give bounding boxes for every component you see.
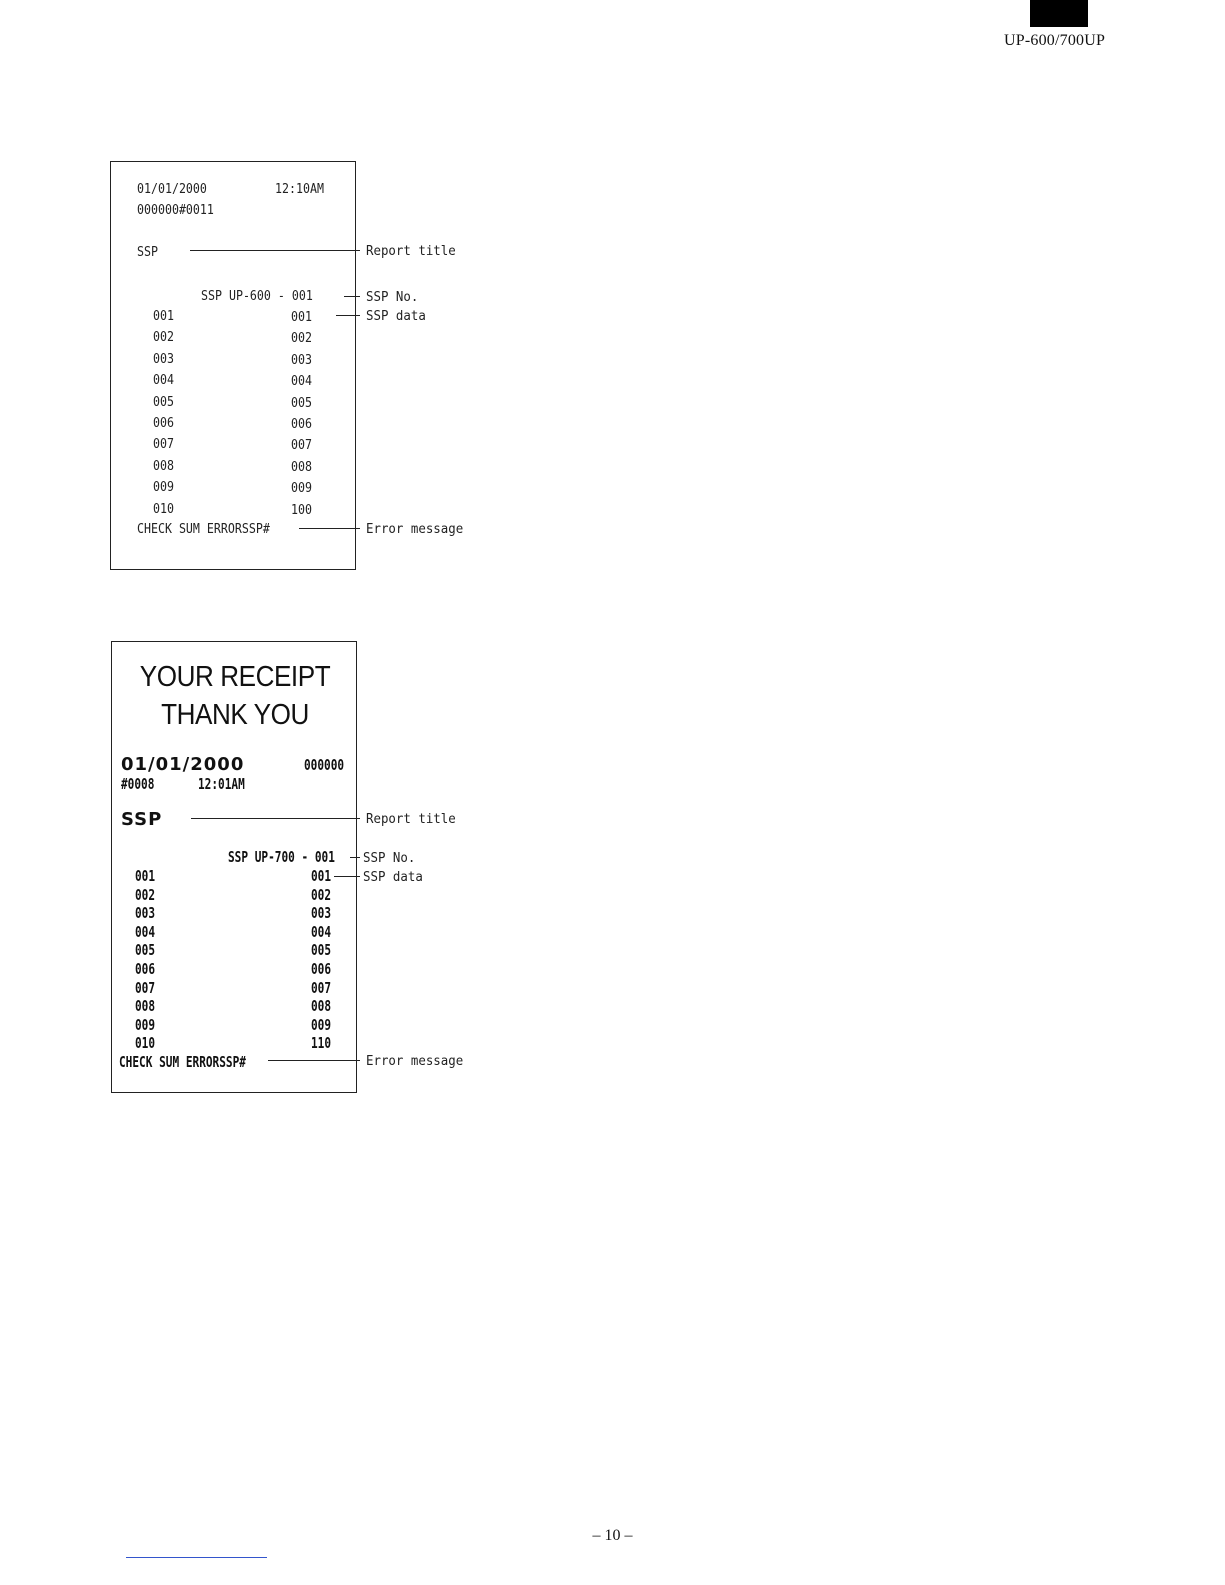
leader-line xyxy=(350,857,360,858)
ssp-address: 010 xyxy=(153,500,174,517)
consecutive-number: #0008 xyxy=(121,775,155,793)
callout-error-message: Error message xyxy=(366,521,464,537)
ssp-value: 003 xyxy=(291,351,312,368)
ssp-address: 006 xyxy=(135,960,156,978)
ssp-address: 005 xyxy=(153,393,174,410)
ssp-value: 008 xyxy=(311,997,332,1016)
callout-ssp-no: SSP No. xyxy=(363,850,416,866)
ssp-value: 009 xyxy=(311,1015,332,1034)
callout-error-message: Error message xyxy=(366,1053,464,1069)
ssp-value: 005 xyxy=(291,394,312,411)
ssp-address: 003 xyxy=(135,904,156,923)
callout-ssp-no: SSP No. xyxy=(366,289,419,305)
receipt-up600 xyxy=(110,161,356,570)
leader-line xyxy=(191,818,360,819)
footer-link-underline xyxy=(126,1557,267,1558)
leader-line xyxy=(344,296,360,297)
report-title: SSP xyxy=(137,244,158,260)
ssp-address: 004 xyxy=(135,922,156,941)
receipt-up700 xyxy=(111,641,357,1093)
receipt-time: 12:10AM xyxy=(275,181,324,197)
ssp-value: 004 xyxy=(311,922,332,941)
ssp-address: 002 xyxy=(153,329,174,346)
callout-ssp-data: SSP data xyxy=(366,308,426,324)
leader-line xyxy=(336,315,360,316)
ssp-value: 004 xyxy=(291,373,312,390)
ssp-value: 009 xyxy=(291,480,312,497)
receipt-logo-line-2: THANK YOU xyxy=(161,699,309,731)
ssp-value: 007 xyxy=(311,978,332,997)
leader-line xyxy=(190,250,360,251)
ssp-address: 009 xyxy=(153,479,174,496)
ssp-value: 005 xyxy=(311,941,332,960)
ssp-address: 004 xyxy=(153,372,174,389)
ssp-value: 001 xyxy=(311,867,332,885)
leader-line xyxy=(334,876,360,877)
receipt-date: 01/01/2000 xyxy=(137,181,207,197)
ssp-address: 007 xyxy=(135,978,156,997)
receipt-logo-line-1: YOUR RECEIPT xyxy=(139,661,331,693)
ssp-value: 006 xyxy=(311,960,332,978)
page-number: – 10 – xyxy=(592,1527,633,1544)
store-number: 000000 xyxy=(304,756,345,774)
ssp-address: 001 xyxy=(153,308,174,324)
ssp-address: 002 xyxy=(135,885,156,904)
ssp-address: 008 xyxy=(135,997,156,1016)
ssp-address: 009 xyxy=(135,1015,156,1034)
receipt-time: 12:01AM xyxy=(198,775,245,793)
model-label: UP-600/700UP xyxy=(1004,32,1106,49)
callout-report-title: Report title xyxy=(366,811,456,827)
error-message: CHECK SUM ERRORSSP# xyxy=(137,521,270,537)
ssp-value: 006 xyxy=(291,416,312,432)
error-message: CHECK SUM ERRORSSP# xyxy=(119,1053,246,1071)
ssp-number: SSP UP-600 - 001 xyxy=(201,288,313,304)
ssp-address: 008 xyxy=(153,457,174,474)
ssp-value: 110 xyxy=(311,1034,332,1053)
callout-report-title: Report title xyxy=(366,243,456,259)
ssp-value: 008 xyxy=(291,458,312,475)
ssp-address: 005 xyxy=(135,941,156,960)
report-title: SSP xyxy=(121,809,163,830)
receipt-date: 01/01/2000 xyxy=(121,754,245,775)
section-tab-marker xyxy=(1030,0,1088,27)
ssp-value: 001 xyxy=(291,309,312,325)
ssp-address: 010 xyxy=(135,1034,156,1053)
receipt-id-line: 000000#0011 xyxy=(137,202,214,218)
ssp-value: 003 xyxy=(311,904,332,923)
ssp-address: 003 xyxy=(153,350,174,367)
ssp-value: 100 xyxy=(291,501,312,518)
leader-line xyxy=(268,1060,360,1061)
ssp-number: SSP UP-700 - 001 xyxy=(228,848,335,866)
ssp-value: 002 xyxy=(291,330,312,347)
ssp-address: 006 xyxy=(153,415,174,431)
ssp-value: 007 xyxy=(291,437,312,454)
ssp-address: 001 xyxy=(135,867,156,885)
callout-ssp-data: SSP data xyxy=(363,869,423,885)
ssp-value: 002 xyxy=(311,885,332,904)
leader-line xyxy=(299,528,360,529)
ssp-address: 007 xyxy=(153,436,174,453)
